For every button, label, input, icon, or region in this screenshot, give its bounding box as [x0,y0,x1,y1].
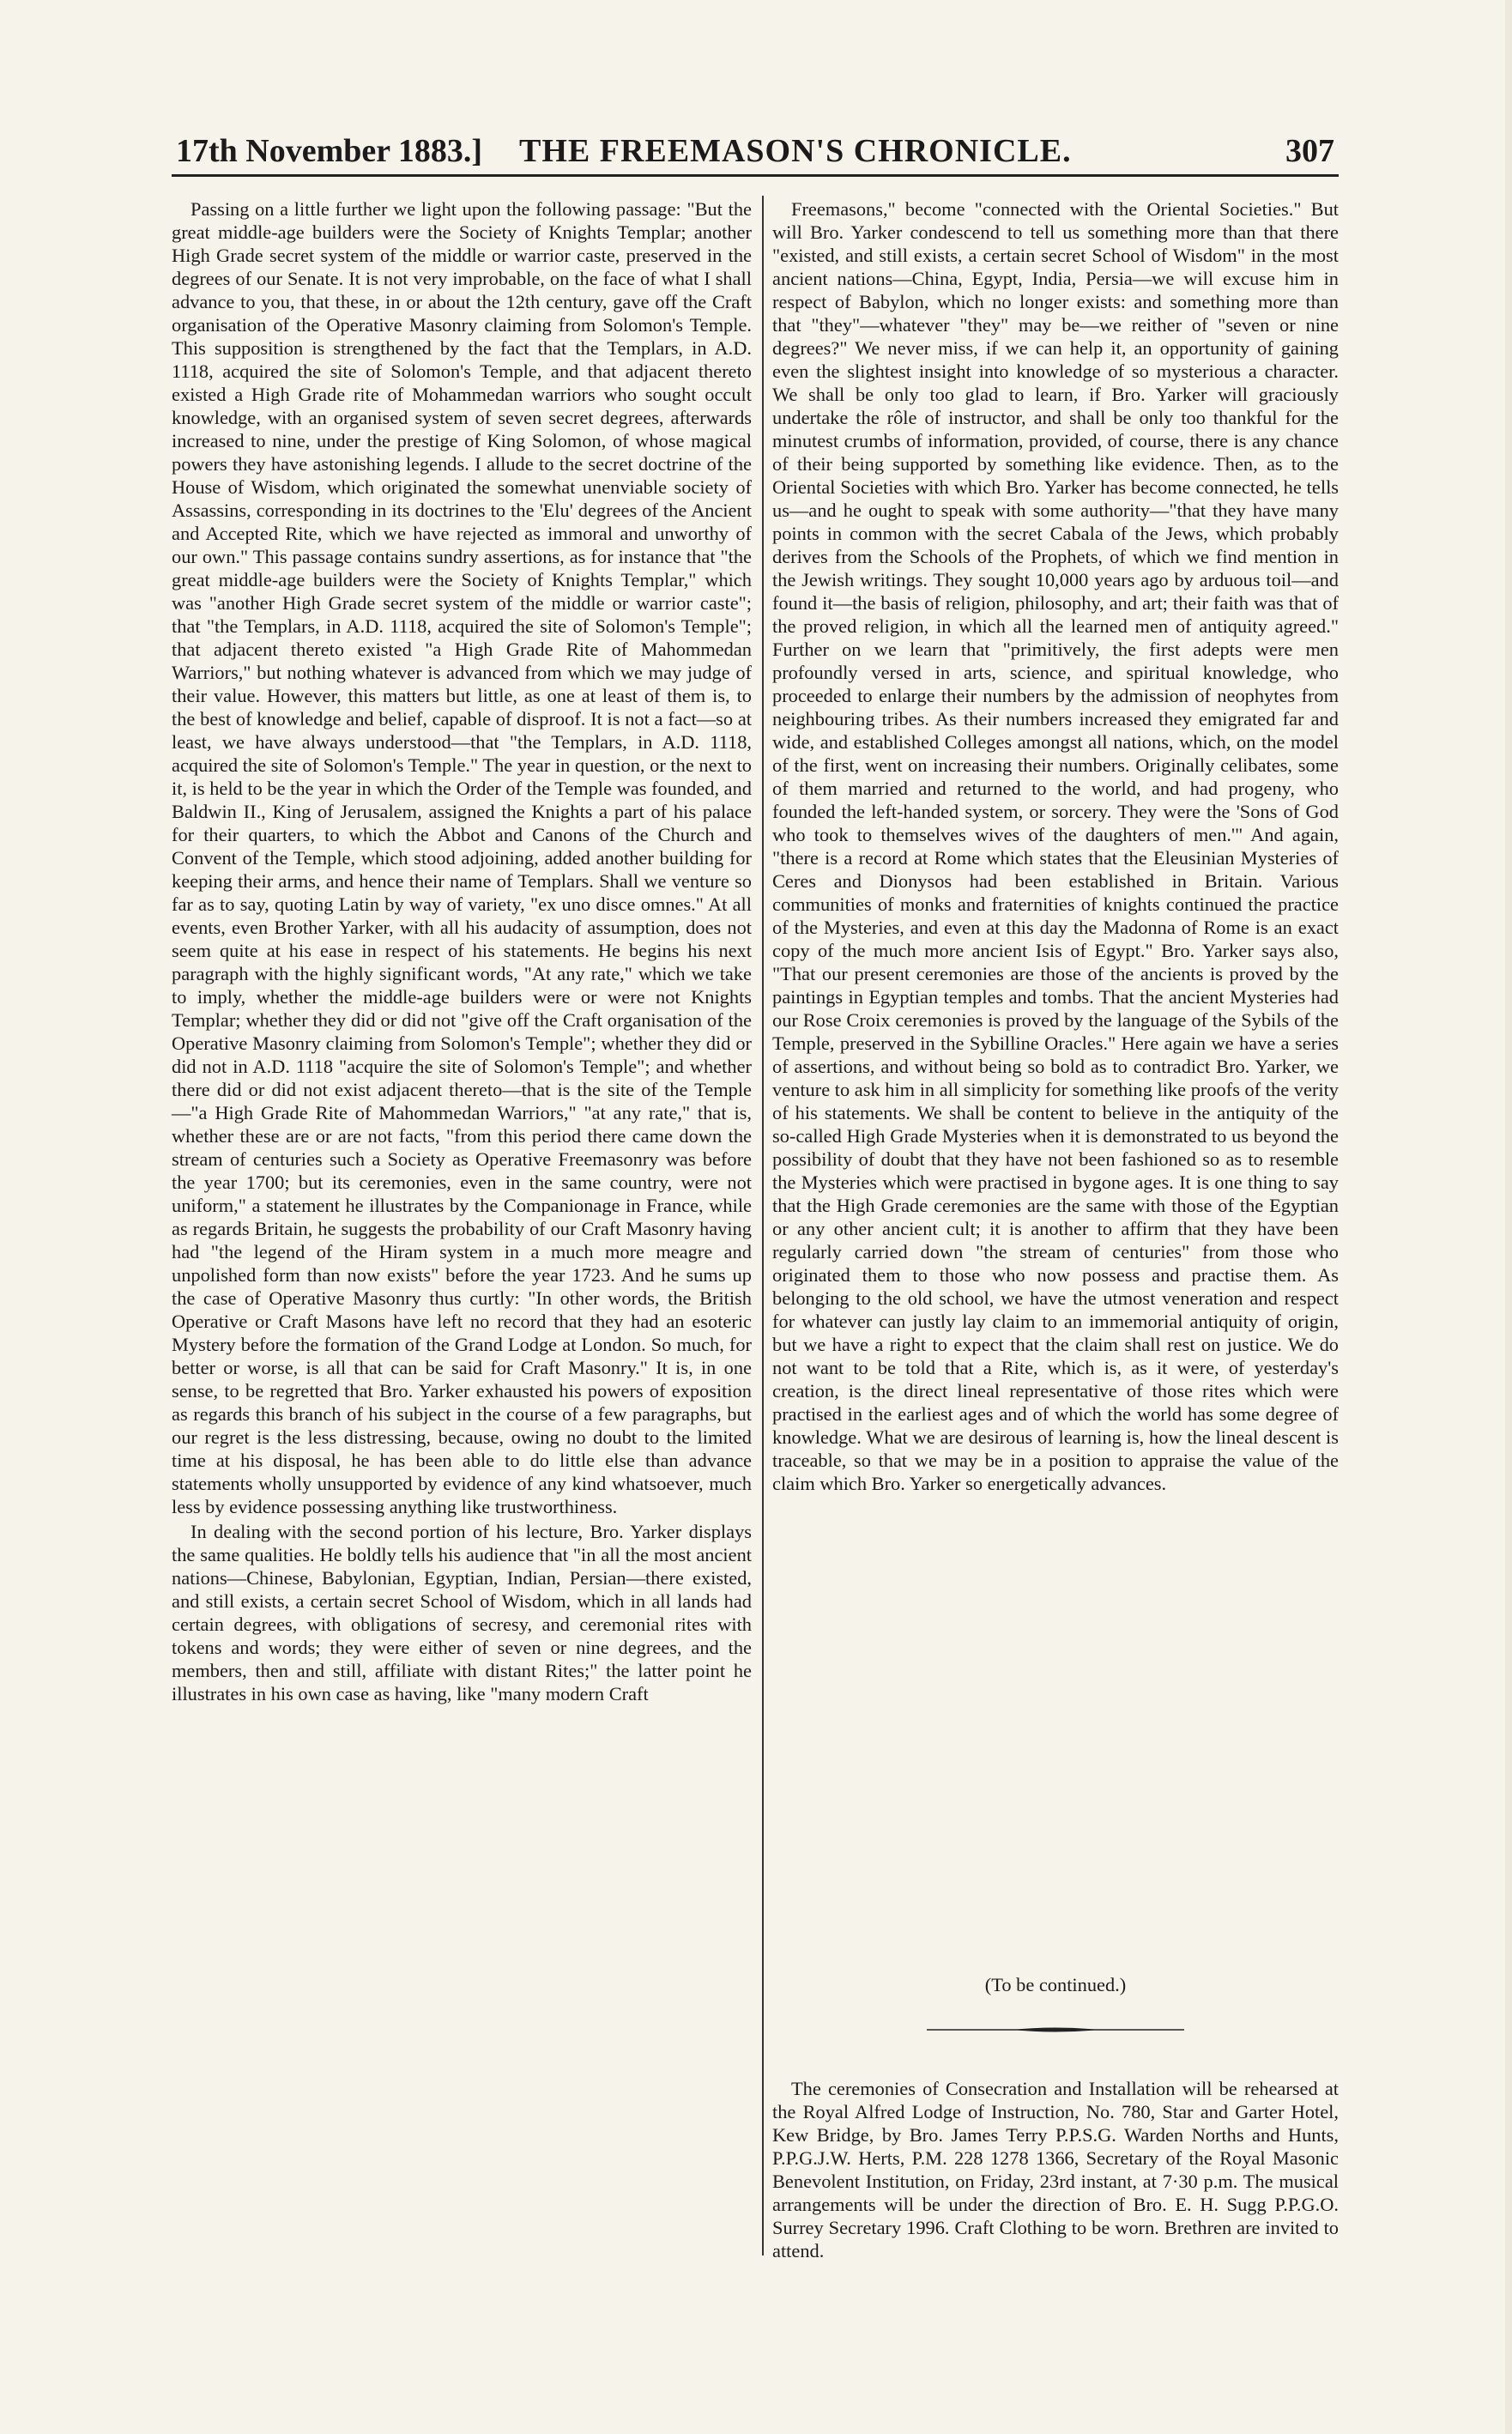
left-column [172,197,752,1707]
page-number: 307 [1285,133,1334,169]
ornamental-rule [927,2025,1184,2034]
right-column [772,197,1339,1497]
publication-title: THE FREEMASON'S CHRONICLE. [519,133,1072,169]
page-edge [1505,0,1512,2434]
paragraph: In dealing with the second portion of his lecture, Bro. Yarker displays the same qualities. He boldly tells his audience that "in all the most ancient nations—Chinese, Babylonian, Egyptian, Indian, Persian—there existed, and still exists, a certain secret School of Wisdom, which in all lands had certain degrees, with obligations of secresy, and ceremonial rites with tokens and words; they were either of seven or nine degrees, and the members, then and still, affiliate with distant Rites;" the latter point he illustrates in his own case as having, like "many modern Craft [172,1521,752,1704]
to-be-continued: (To be continued.) [984,1974,1127,1995]
column-rule [762,196,764,2255]
paragraph: Freemasons," become "connected with the Oriental Societies." But will Bro. Yarker condescend to tell us something more than that there "existed, and still exists, a certain secret School of Wisdom" in the most ancient nations—China, Egypt, India, Persia—we will excuse him in respect of Babylon, which no longer exists: and something more than that "they"—whatever "they" may be—we reither of "seven or nine degrees?" We never miss, if we can help it, an opportunity of gaining even the slightest insight into knowledge of so mysterious a character. We shall be only too glad to learn, if Bro. Yarker will graciously undertake the rôle of instructor, and shall be only too thankful for the minutest crumbs of information, provided, of course, there is any chance of their being supported by something like evidence. Then, as to the Oriental Societies with which Bro. Yarker has become connected, he tells us—and he ought to speak with some authority—"that they have many points in common with the secret Cabala of the Jews, which probably derives from the Schools of the Prophets, of which we find mention in the Jewish writings. They sought 10,000 years ago by arduous toil—and found it—the basis of religion, philosophy, and art; their faith was that of the proved religion, in which all the learned men of antiquity agreed." Further on we learn that "primitively, the first adepts were men profoundly versed in arts, science, and spiritual knowledge, who proceeded to enlarge their numbers by the admission of neophytes from neighbouring tribes. As their numbers increased they emigrated far and wide, and established Colleges amongst all nations, which, on the model of the first, went on increasing their numbers. Originally celibates, some of them married and returned to the world, and had progeny, who founded the left-handed system, or sorcery. They were the 'Sons of God who took to themselves wives of the daughters of men.'" And again, "there is a record at Rome which states that the Eleusinian Mysteries of Ceres and Dionysos had been established in Britain. Various communities of monks and fraternities of knights continued the practice of the Mysteries, and even at this day the Madonna of Rome is an exact copy of the much more ancient Isis of Egypt." Bro. Yarker says also, "That our present ceremonies are those of the ancients is proved by the paintings in Egyptian temples and tombs. That the ancient Mysteries had our Rose Croix ceremonies is proved by the language of the Sybils of the Temple, preserved in the Sybilline Oracles." Here again we have a series of assertions, and without being so bold as to contradict Bro. Yarker, we venture to ask him in all simplicity for something like proofs of the verity of his statements. We shall be content to believe in the antiquity of the so-called High Grade Mysteries when it is demonstrated to us beyond the possibility of doubt that they have not been fashioned so as to resemble the Mysteries which were practised in bygone ages. It is one thing to say that the High Grade ceremonies are the same with those of the Egyptian or any other ancient cult; it is another to affirm that they have been regularly carried down "the stream of centuries" from those who originated them to those who now possess and practise them. As belonging to the old school, we have the utmost veneration and respect for whatever can justly lay claim to an immemorial antiquity of origin, but we have a right to expect that the claim shall rest on justice. We do not want to be told that a Rite, which is, as it were, of yesterday's creation, is the direct lineal representative of those rites which were practised in the earliest ages and of which the world has some degree of knowledge. What we are desirous of learning is, how the lineal descent is traceable, so that we may be in a position to appraise the value of the claim which Bro. Yarker so energetically advances. [772,198,1339,1494]
issue-date: 17th November 1883.] [176,133,483,169]
page-header [176,129,1334,180]
paragraph: The ceremonies of Consecration and Installation will be rehearsed at the Royal Alfred Lodge of Instruction, No. 780, Star and Garter Hotel, Kew Bridge, by Bro. James Terry P.P.S.G. Warden Norths and Hunts, P.P.G.J.W. Herts, P.M. 228 1278 1366, Secretary of the Royal Masonic Benevolent Institution, on Friday, 23rd instant, at 7·30 p.m. The musical arrangements will be under the direction of Bro. E. H. Sugg P.P.G.O. Surrey Secretary 1996. Craft Clothing to be worn. Brethren are invited to attend. [772,2078,1339,2261]
header-rule [172,174,1339,177]
paragraph: Passing on a little further we light upon the following passage: "But the great middle-age builders were the Society of Knights Templar; another High Grade secret system of the middle or warrior caste, preserved in the degrees of our Senate. It is not very improbable, on the face of what I shall advance to you, that these, in or about the 12th century, gave off the Craft organisation of the Operative Masonry claiming from Solomon's Temple. This supposition is strengthened by the fact that the Templars, in A.D. 1118, acquired the site of Solomon's Temple, and that adjacent thereto existed a High Grade rite of Mohammedan warriors who sought occult knowledge, with an organised system of seven secret degrees, afterwards increased to nine, under the prestige of King Solomon, of whose magical powers they have astonishing legends. I allude to the secret doctrine of the House of Wisdom, which originated the somewhat unenviable society of Assassins, corresponding in its doctrines to the 'Elu' degrees of the Ancient and Accepted Rite, which we have rejected as immoral and unworthy of our own." This passage contains sundry assertions, as for instance that "the great middle-age builders were the Society of Knights Templar," which was "another High Grade secret system of the middle or warrior caste"; that "the Templars, in A.D. 1118, acquired the site of Solomon's Temple"; that adjacent thereto existed "a High Grade Rite of Mahommedan Warriors," but nothing whatever is advanced from which we may judge of their value. However, this matters but little, as one at least of them is, to the best of knowledge and belief, capable of disproof. It is not a fact—so at least, we have always understood—that "the Templars, in A.D. 1118, acquired the site of Solomon's Temple." The year in question, or the next to it, is held to be the year in which the Order of the Temple was founded, and Baldwin II., King of Jerusalem, assigned the Knights a part of his palace for their quarters, to which the Abbot and Canons of the Church and Convent of the Temple, which stood adjoining, added another building for keeping their arms, and hence their name of Templars. Shall we venture so far as to say, quoting Latin by way of variety, "ex uno disce omnes." At all events, even Brother Yarker, with all his audacity of assumption, does not seem quite at his ease in respect of his statements. He begins his next paragraph with the highly significant words, "At any rate," which we take to imply, whether the middle-age builders were or were not Knights Templar; whether they did or did not "give off the Craft organisation of the Operative Masonry claiming from Solomon's Temple"; whether they did or did not in A.D. 1118 "acquire the site of Solomon's Temple"; and whether there did or did not exist adjacent thereto—that is the site of the Temple—"a High Grade Rite of Mahommedan Warriors," "at any rate," that is, whether these are or are not facts, "from this period there came down the stream of centuries such a Society as Operative Freemasonry was before the year 1700; but its ceremonies, even in the same country, were not uniform," a statement he illustrates by the Companionage in France, while as regards Britain, he suggests the probability of our Craft Masonry having had "the legend of the Hiram system in a much more meagre and unpolished form than now exists" before the year 1723. And he sums up the case of Operative Masonry thus curtly: "In other words, the British Operative or Craft Masons have left no record that they had an esoteric Mystery before the formation of the Grand Lodge at London. So much, for better or worse, is all that can be said for Craft Masonry." It is, in one sense, to be regretted that Bro. Yarker exhausted his powers of exposition as regards this branch of his subject in the course of a few paragraphs, but our regret is the less distressing, because, owing no doubt to the limited time at his disposal, he has been able to do little else than advance statements wholly unsupported by evidence of any kind whatsoever, much less by evidence possessing anything like trustworthiness. [172,198,752,1517]
lodge-notice [772,2077,1339,2264]
